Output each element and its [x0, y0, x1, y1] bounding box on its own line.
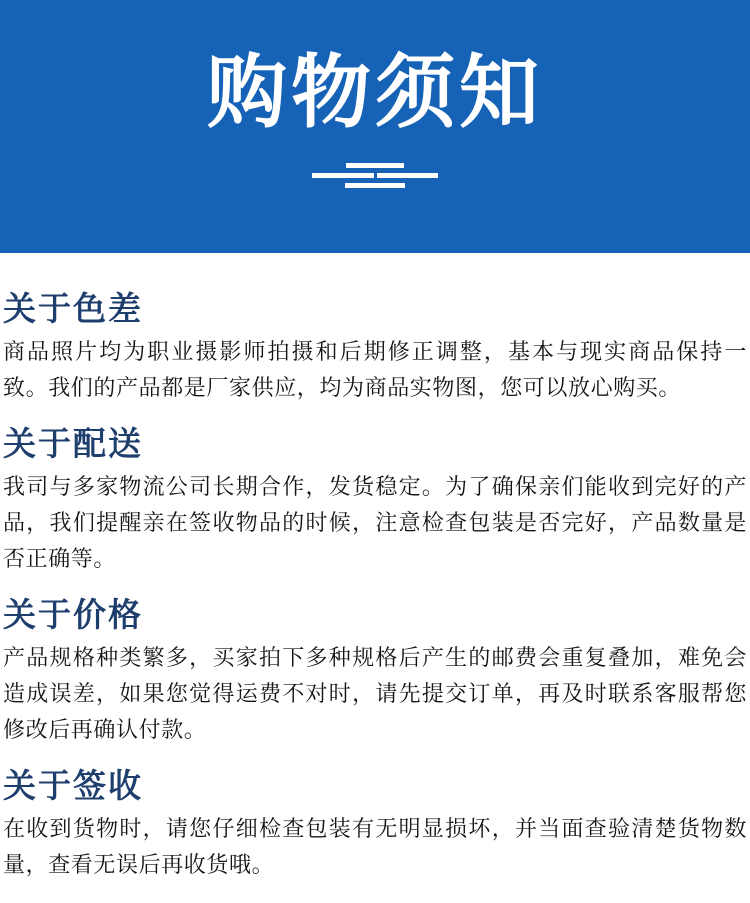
banner — [0, 0, 750, 253]
section-receipt — [3, 768, 747, 883]
divider-line-middle-right — [377, 173, 438, 178]
section-delivery — [3, 426, 747, 577]
section-heading: 关于色差 — [3, 290, 143, 327]
notice-content — [0, 253, 750, 903]
section-heading: 关于配送 — [3, 425, 143, 462]
divider-line-bottom — [345, 183, 405, 188]
section-body: 商品照片均为职业摄影师拍摄和后期修正调整，基本与现实商品保持一致。我们的产品都是厂家供应，均为商品实物图，您可以放心购买。 — [3, 339, 747, 400]
section-body: 我司与多家物流公司长期合作，发货稳定。为了确保亲们能收到完好的产品，我们提醒亲在签收物品的时候，注意检查包装是否完好，产品数量是否正确等。 — [3, 474, 747, 571]
section-price — [3, 597, 747, 748]
divider-ornament-icon — [0, 163, 750, 188]
page-title: 购物须知 — [207, 48, 543, 137]
divider-line-top — [346, 163, 404, 168]
section-color-difference — [3, 291, 747, 406]
section-body: 在收到货物时，请您仔细检查包装有无明显损坏，并当面查验清楚货物数量，查看无误后再收货哦。 — [3, 816, 747, 877]
divider-line-middle — [312, 173, 438, 178]
section-heading: 关于签收 — [3, 767, 143, 804]
section-body: 产品规格种类繁多，买家拍下多种规格后产生的邮费会重复叠加，难免会造成误差，如果您觉得运费不对时，请先提交订单，再及时联系客服帮您修改后再确认付款。 — [3, 645, 747, 742]
divider-line-middle-left — [312, 173, 374, 178]
section-heading: 关于价格 — [3, 596, 143, 633]
